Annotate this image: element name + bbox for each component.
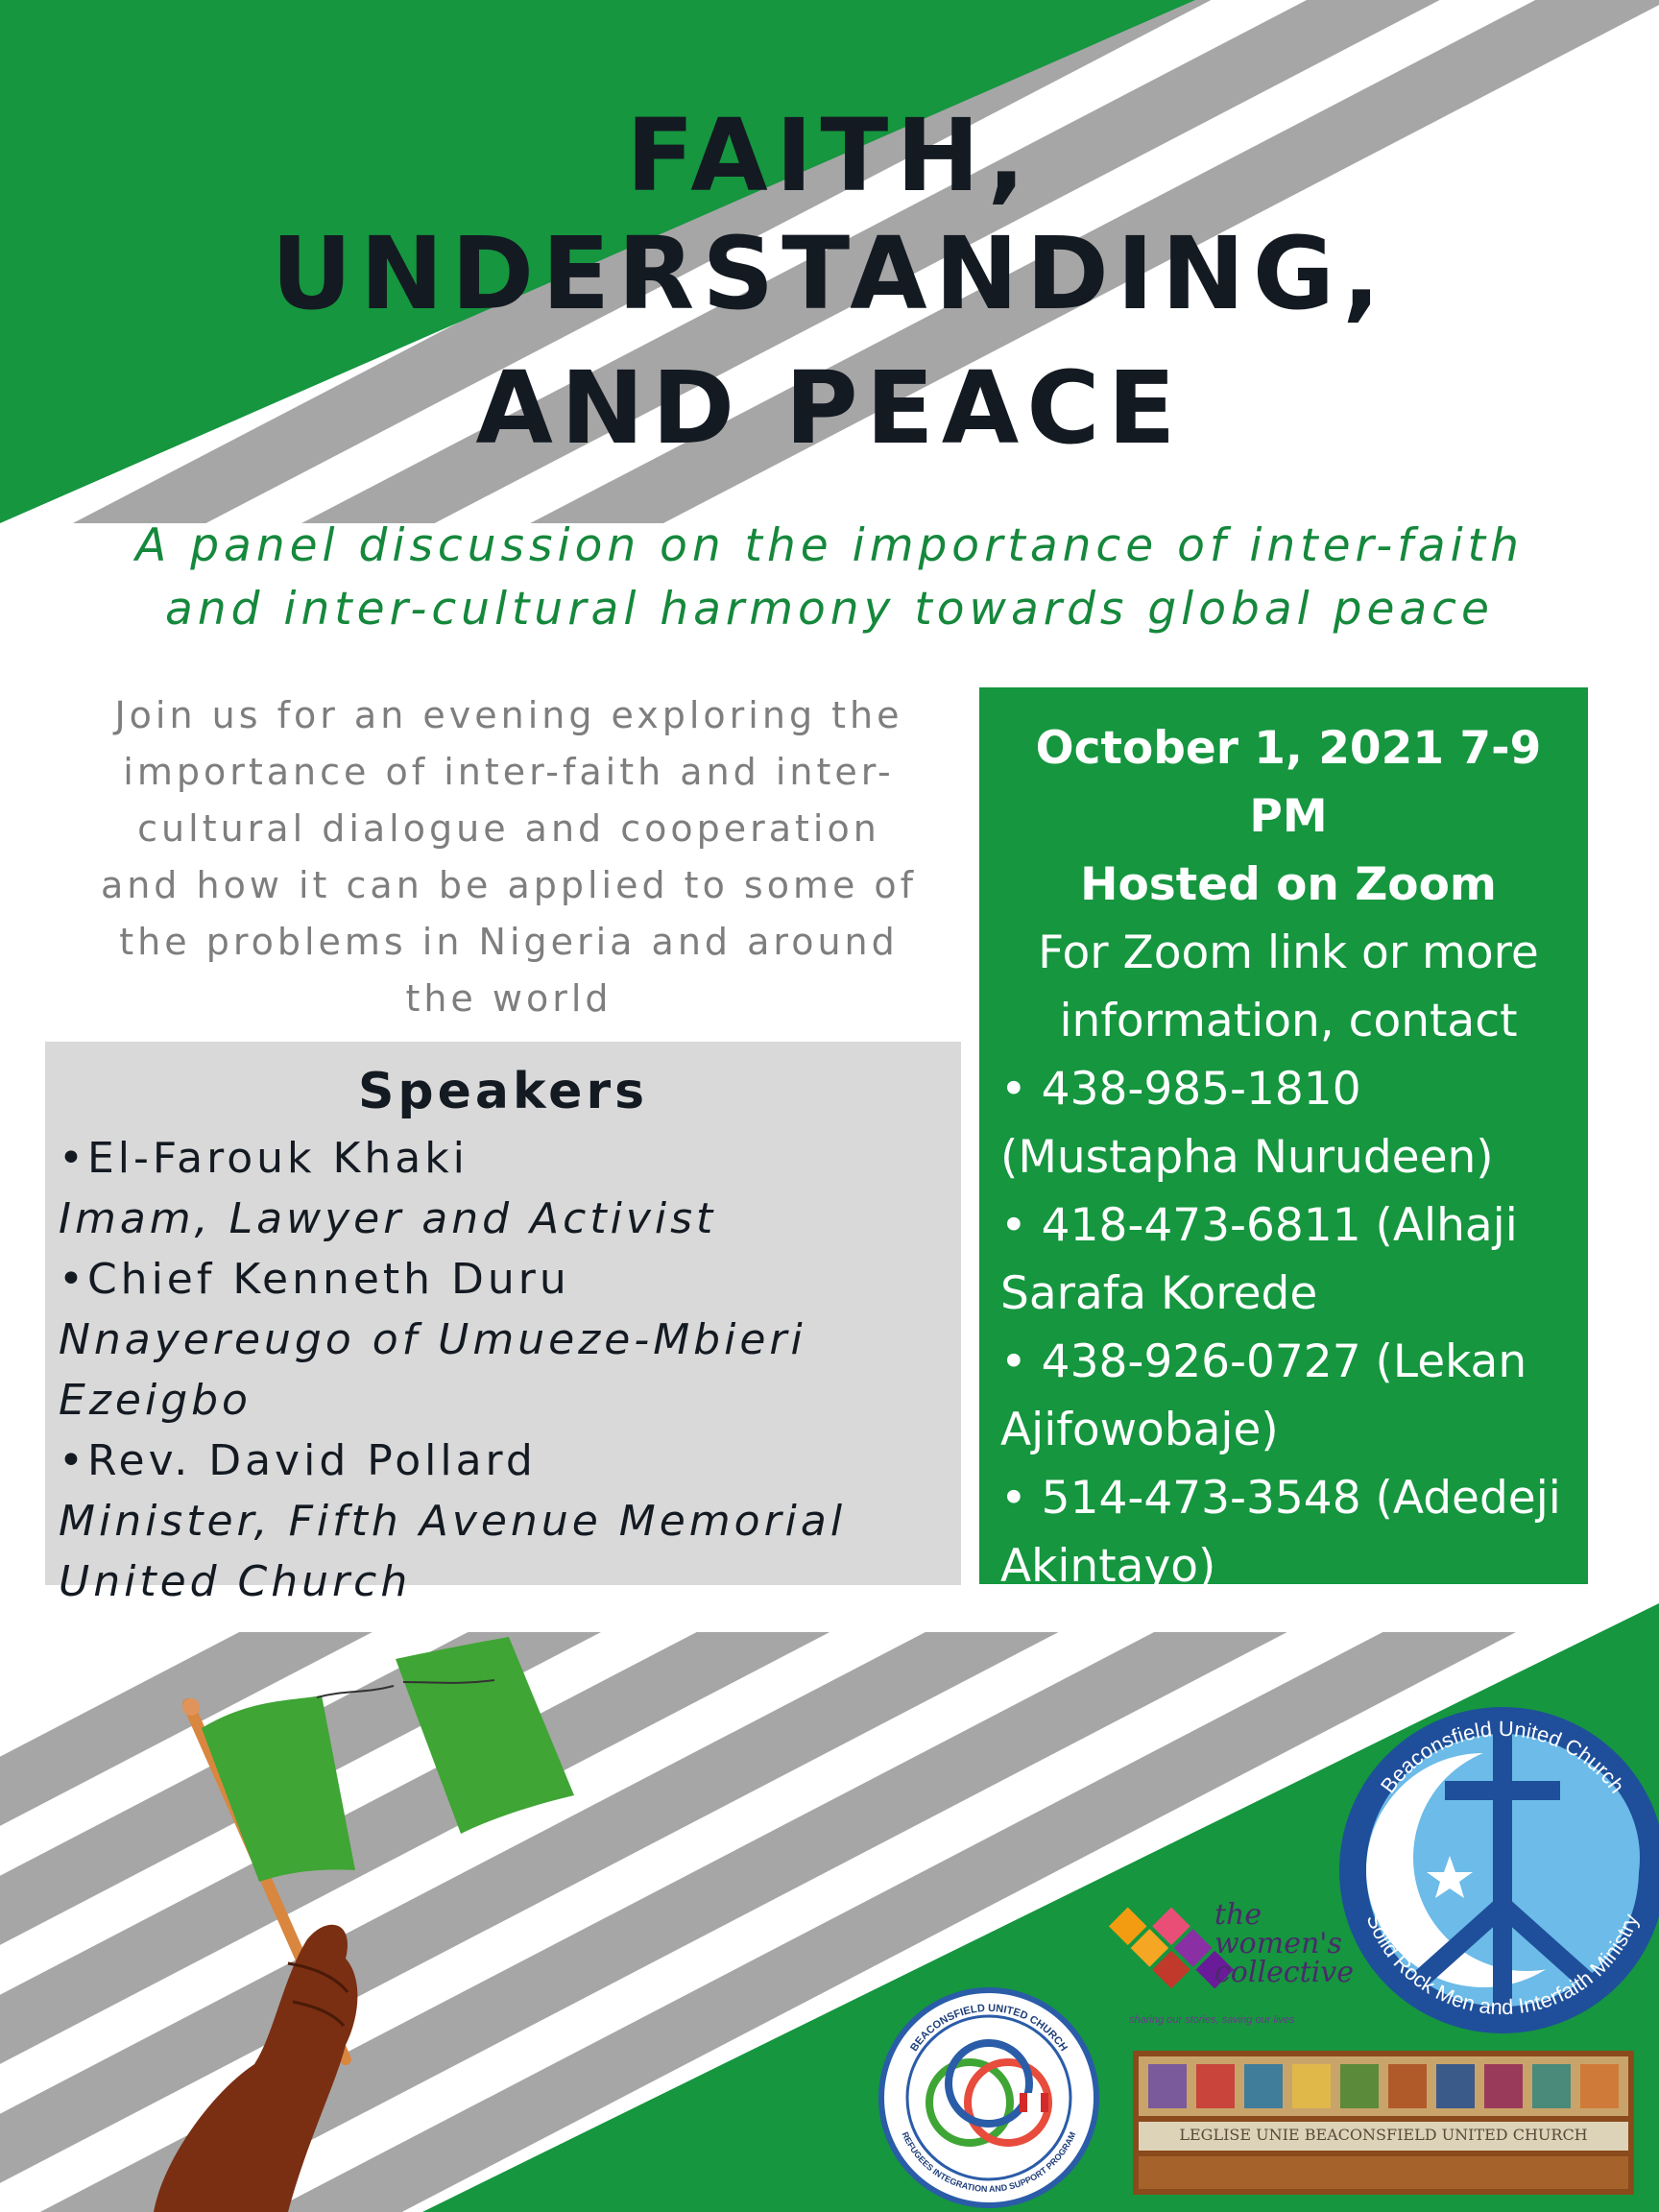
speaker-role: Imam, Lawyer and Activist: [59, 1194, 717, 1243]
womens-collective-logo-text: [1214, 1898, 1368, 1989]
event-title-line-2: UNDERSTANDING,: [271, 215, 1388, 332]
event-venue: Hosted on Zoom: [1080, 858, 1497, 911]
contact-line: Sarafa Korede: [1000, 1267, 1318, 1320]
event-details: [1000, 714, 1576, 1600]
intro-line: and how it can be applied to some of: [100, 864, 918, 906]
contact-intro: For Zoom link or more: [1038, 926, 1539, 979]
ministry-bottom-text: Solid Rock Men and Interfaith Ministry: [1361, 1910, 1644, 2020]
speakers-heading: Speakers: [357, 1063, 649, 1120]
womens-collective-line: collective: [1214, 1956, 1354, 1989]
subtitle-line-2: and inter-cultural harmony towards global peace: [165, 583, 1494, 636]
beaconsfield-ministry-logo-text: [1334, 1702, 1659, 2038]
contact-intro: information, contact: [1059, 995, 1518, 1047]
event-date-time: October 1, 2021 7-9 PM: [1035, 722, 1542, 843]
speaker-role: United Church: [59, 1557, 412, 1606]
speaker-name: •El-Farouk Khaki: [59, 1134, 469, 1183]
contact-line: • 438-985-1810: [1000, 1063, 1361, 1116]
intro-line: cultural dialogue and cooperation: [137, 807, 880, 850]
contact-line: • 418-473-6811 (Alhaji: [1000, 1199, 1518, 1252]
contact-line: • 514-473-3548 (Adedeji: [1000, 1472, 1561, 1525]
contact-line: Ajifowobaje): [1000, 1404, 1279, 1456]
contact-line: (Mustapha Nurudeen): [1000, 1131, 1494, 1184]
svg-text:BEACONSFIELD UNITED CHURCH: [908, 2003, 1070, 2054]
refugee-top-text: BEACONSFIELD UNITED CHURCH: [908, 2002, 1070, 2054]
contact-line: • 438-926-0727 (Lekan: [1000, 1335, 1527, 1388]
speaker-list: [59, 1128, 951, 1612]
intro-line: the world: [405, 977, 613, 1020]
event-details-panel: [979, 687, 1588, 1593]
svg-text:REFUGEES INTEGRATION AND SUPPO: [901, 2130, 1078, 2194]
contact-line: Akintayo): [1000, 1540, 1216, 1593]
ministry-top-text: Beaconsfield United Church: [1375, 1716, 1630, 1798]
refugee-program-logo-text: [881, 1990, 1096, 2205]
intro-paragraph: [53, 687, 965, 1027]
svg-text:Beaconsfield United Church: [1376, 1717, 1629, 1798]
speaker-name: •Chief Kenneth Duru: [59, 1255, 570, 1304]
womens-collective-tagline: sharing our stories, saving our lives: [1129, 2014, 1295, 2026]
refugee-bottom-text: REFUGEES INTEGRATION AND SUPPORT PROGRAM: [900, 2130, 1078, 2195]
speakers-panel: [45, 1042, 961, 1606]
svg-text:Solid Rock Men and Interfaith: [1361, 1911, 1643, 2019]
speaker-role: Nnayereugo of Umueze-Mbieri Ezeigbo: [59, 1315, 806, 1425]
church-banner-text: LEGLISE UNIE BEACONSFIELD UNITED CHURCH: [1179, 2126, 1588, 2144]
event-title-line-1: FAITH,: [626, 97, 1033, 214]
speaker-name: •Rev. David Pollard: [59, 1436, 537, 1485]
womens-collective-line: women's: [1214, 1927, 1342, 1960]
intro-line: the problems in Nigeria and around: [119, 921, 899, 963]
intro-line: Join us for an evening exploring the: [114, 694, 903, 736]
womens-collective-line: the: [1214, 1898, 1262, 1932]
subtitle-line-1: A panel discussion on the importance of inter-faith: [135, 519, 1524, 572]
event-title-line-3: AND PEACE: [475, 349, 1184, 467]
speaker-role: Minister, Fifth Avenue Memorial: [59, 1497, 847, 1546]
church-banner-photo: [1133, 2051, 1634, 2195]
intro-line: importance of inter-faith and inter-: [123, 751, 895, 793]
